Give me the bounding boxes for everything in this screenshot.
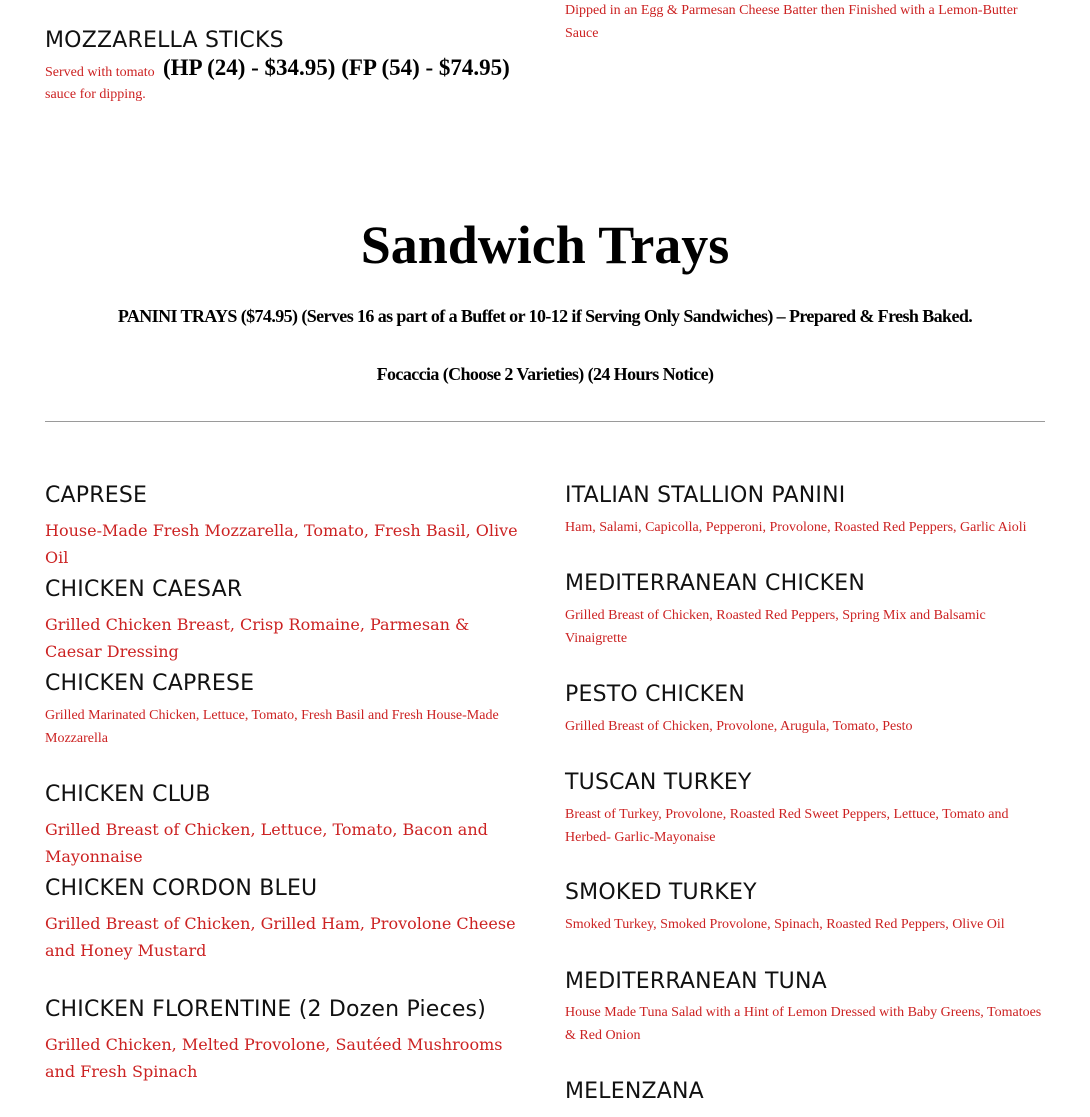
section-subtitle: PANINI TRAYS ($74.95) (Serves 16 as part of a Buffet or 10-12 if Serving Only Sandwiches) – Prepared & Fresh Baked.	[117, 306, 973, 326]
menu-item-description: Ham, Salami, Capicolla, Pepperoni, Provolone, Roasted Red Peppers, Garlic Aioli	[565, 520, 1027, 535]
menu-item-name: CHICKEN CAPRESE	[45, 671, 255, 696]
menu-item-description: Smoked Turkey, Smoked Provolone, Spinach, Roasted Red Peppers, Olive Oil	[565, 917, 1005, 932]
menu-item-description: Grilled Breast of Chicken, Provolone, Arugula, Tomato, Pesto	[565, 719, 913, 734]
menu-item-description: Grilled Breast of Chicken, Grilled Ham, Provolone Cheese and Honey Mustard	[45, 914, 516, 960]
menu-item-price: (HP (24) - $34.95) (FP (54) - $74.95)	[163, 55, 510, 80]
menu-item-description: Grilled Breast of Chicken, Lettuce, Tomato, Bacon and Mayonnaise	[45, 820, 488, 866]
menu-item-description: Breast of Turkey, Provolone, Roasted Red Sweet Peppers, Lettuce, Tomato and Herbed- Garlic-Mayonaise	[565, 807, 1009, 845]
menu-item-name: CHICKEN CAESAR	[45, 577, 243, 602]
section-note: Focaccia (Choose 2 Varieties) (24 Hours Notice)	[376, 364, 714, 384]
menu-item-name: MEDITERRANEAN CHICKEN	[565, 571, 865, 596]
section-divider	[45, 421, 1045, 422]
menu-item-description: Grilled Chicken Breast, Crisp Romaine, Parmesan & Caesar Dressing	[45, 615, 470, 661]
menu-item-description: Dipped in an Egg & Parmesan Cheese Batter then Finished with a Lemon-Butter Sauce	[565, 3, 1018, 41]
menu-item-name: PESTO CHICKEN	[565, 682, 746, 707]
menu-item-name: ITALIAN STALLION PANINI	[565, 483, 846, 508]
menu-item-name: SMOKED TURKEY	[565, 880, 757, 905]
menu-item-description: Grilled Marinated Chicken, Lettuce, Tomato, Fresh Basil and Fresh House-Made Mozzarella	[45, 708, 499, 746]
menu-item-description: Grilled Breast of Chicken, Roasted Red Peppers, Spring Mix and Balsamic Vinaigrette	[565, 608, 986, 646]
menu-item-name: TUSCAN TURKEY	[565, 770, 752, 795]
menu-item-name: CHICKEN FLORENTINE (2 Dozen Pieces)	[45, 997, 486, 1022]
menu-item-description: Grilled Chicken, Melted Provolone, Sautéed Mushrooms and Fresh Spinach	[45, 1035, 503, 1081]
menu-item-description: Served with tomato	[45, 65, 155, 80]
menu-item-name: CHICKEN CLUB	[45, 782, 211, 807]
menu-item-name: CAPRESE	[45, 483, 148, 508]
menu-item-name: MOZZARELLA STICKS	[45, 28, 284, 53]
section-title: Sandwich Trays	[360, 215, 730, 275]
menu-item-name: MEDITERRANEAN TUNA	[565, 969, 827, 994]
menu-item-description: sauce for dipping.	[45, 87, 146, 102]
menu-item-description: House Made Tuna Salad with a Hint of Lemon Dressed with Baby Greens, Tomatoes & Red Onion	[565, 1005, 1042, 1043]
menu-item-name: MELENZANA	[565, 1079, 704, 1104]
menu-item-name: CHICKEN CORDON BLEU	[45, 876, 318, 901]
menu-item-description: House-Made Fresh Mozzarella, Tomato, Fresh Basil, Olive Oil	[45, 521, 518, 567]
